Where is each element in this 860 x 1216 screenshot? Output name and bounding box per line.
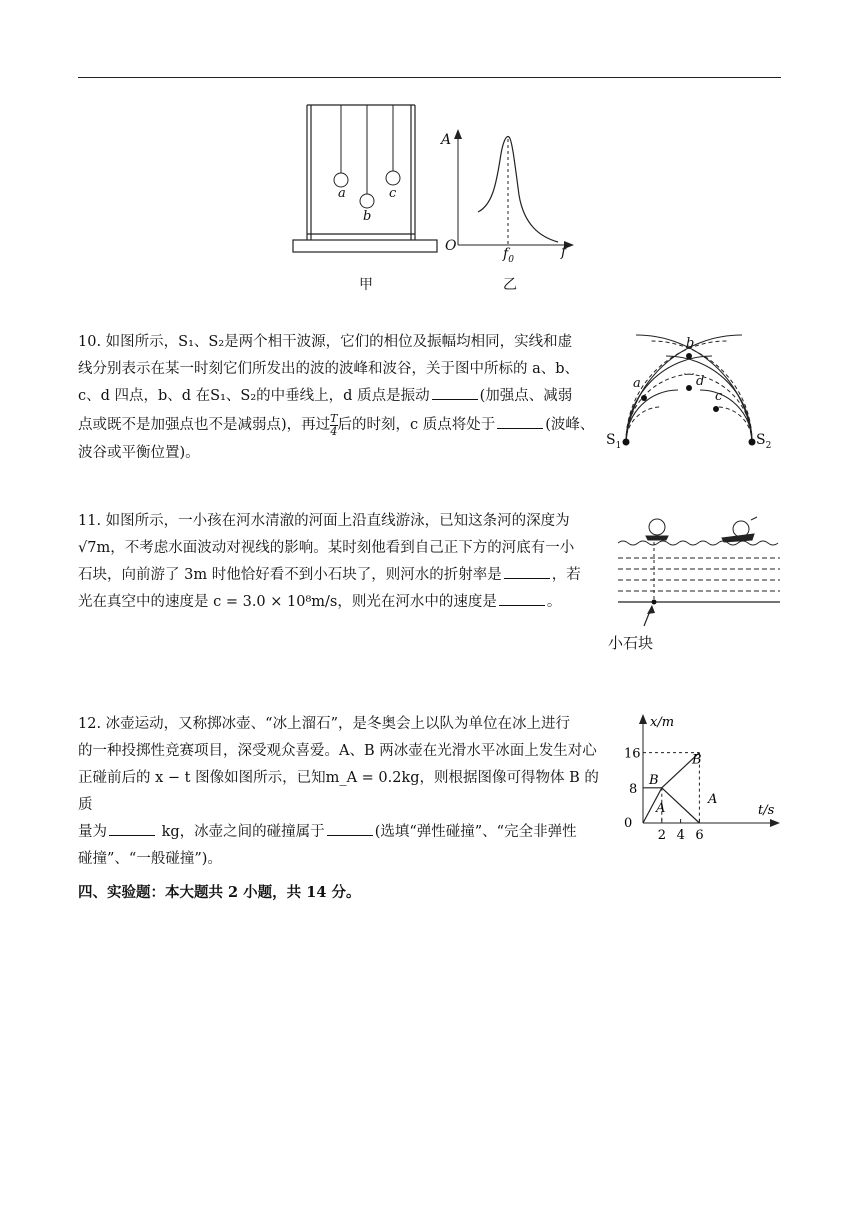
x-tick-label: 4: [676, 828, 685, 843]
pendulum-label-b: b: [363, 209, 372, 224]
x-t-chart: [622, 712, 782, 852]
y-axis-label: x/m: [650, 715, 675, 730]
wave-label-c: c: [715, 389, 723, 404]
axis-A-label: A: [441, 132, 452, 148]
section-heading: 四、实验题：本大题共 2 小题，共 14 分。: [78, 884, 361, 901]
y-tick-label: 8: [629, 781, 638, 797]
q11-text: 11. 如图所示，一小孩在河水清澈的河面上沿直线游泳，已知这条河的深度为 √7m，不考虑水面波动对视线的影响。某时刻他看到自己正下方的河底有一小 石块，向前游了 3m 时他恰好看不到小石块了，则河水的折射率是 ，若 光在真空中的速度是 c = 3.0 × 10⁸m/s，则光在河水中的速度是 。: [78, 513, 581, 610]
x-tick-label: 6: [695, 828, 704, 843]
x-axis-arrow: [770, 819, 780, 827]
wave-label-s2: $S_2$: [756, 432, 772, 451]
x-tick-label: 2: [657, 828, 667, 843]
y-tick-label: 16: [624, 746, 641, 762]
wave-label-a: a: [633, 376, 641, 391]
y-axis-arrow: [639, 714, 647, 724]
stone-label: 小石块: [608, 634, 654, 652]
q10-text: 10. 如图所示，S₁、S₂是两个相干波源，它们的相位及振幅均相同，实线和虚 线分别表示在某一时刻它们所发出的波的波峰和波谷，关于图中所标的 a、b、 c、d 四点，b、d 在S₁、S₂的中垂线上，d 质点是振动 (加强点、减弱 点或既不是加强点也不是减弱点)，再过 $\frac{T}{4}$ 后的时刻，c 质点将处于 (波峰、 波谷或平衡位置)。: [78, 334, 595, 461]
series-line-A: [643, 788, 699, 823]
wave-label-d: d: [696, 374, 705, 389]
x-axis-label: t/s: [758, 803, 775, 818]
resonance-curve: [440, 125, 580, 250]
pendulum-label-a: a: [338, 186, 346, 201]
river-figure: [618, 512, 780, 612]
wave-label-s1: $S_1$: [606, 432, 622, 451]
header-rule: [78, 77, 781, 78]
series-label-B-early: B: [649, 772, 659, 788]
origin-label: O: [445, 238, 457, 254]
series-label-A-early: A: [656, 800, 666, 816]
y-tick-label: 0: [624, 816, 633, 831]
caption-yi: 乙: [503, 277, 517, 293]
series-label-B-late: B: [692, 752, 702, 768]
caption-jia: 甲: [359, 277, 373, 293]
wave-label-b: b: [686, 336, 695, 351]
pendulum-label-c: c: [389, 186, 397, 201]
f0-label: $f_0$: [503, 246, 514, 265]
pendulum-figure: [285, 100, 445, 290]
q12-text: 12. 冰壶运动，又称掷冰壶、“冰上溜石”，是冬奥会上以队为单位在冰上进行 的一种投掷性竞赛项目，深受观众喜爱。A、B 两冰壶在光滑水平冰面上发生对心 正碰前后的 x − t 图像如图所示，已知m_A = 0.2kg，则根据图像可得物体 B 的质 量为 kg，冰壶之间的碰撞属于 (选填“弹性碰撞”、“完全非弹性 碰撞”、“一般碰撞”)。: [78, 716, 599, 867]
series-label-A-late: A: [708, 792, 718, 807]
axis-f-label: f: [561, 244, 567, 260]
